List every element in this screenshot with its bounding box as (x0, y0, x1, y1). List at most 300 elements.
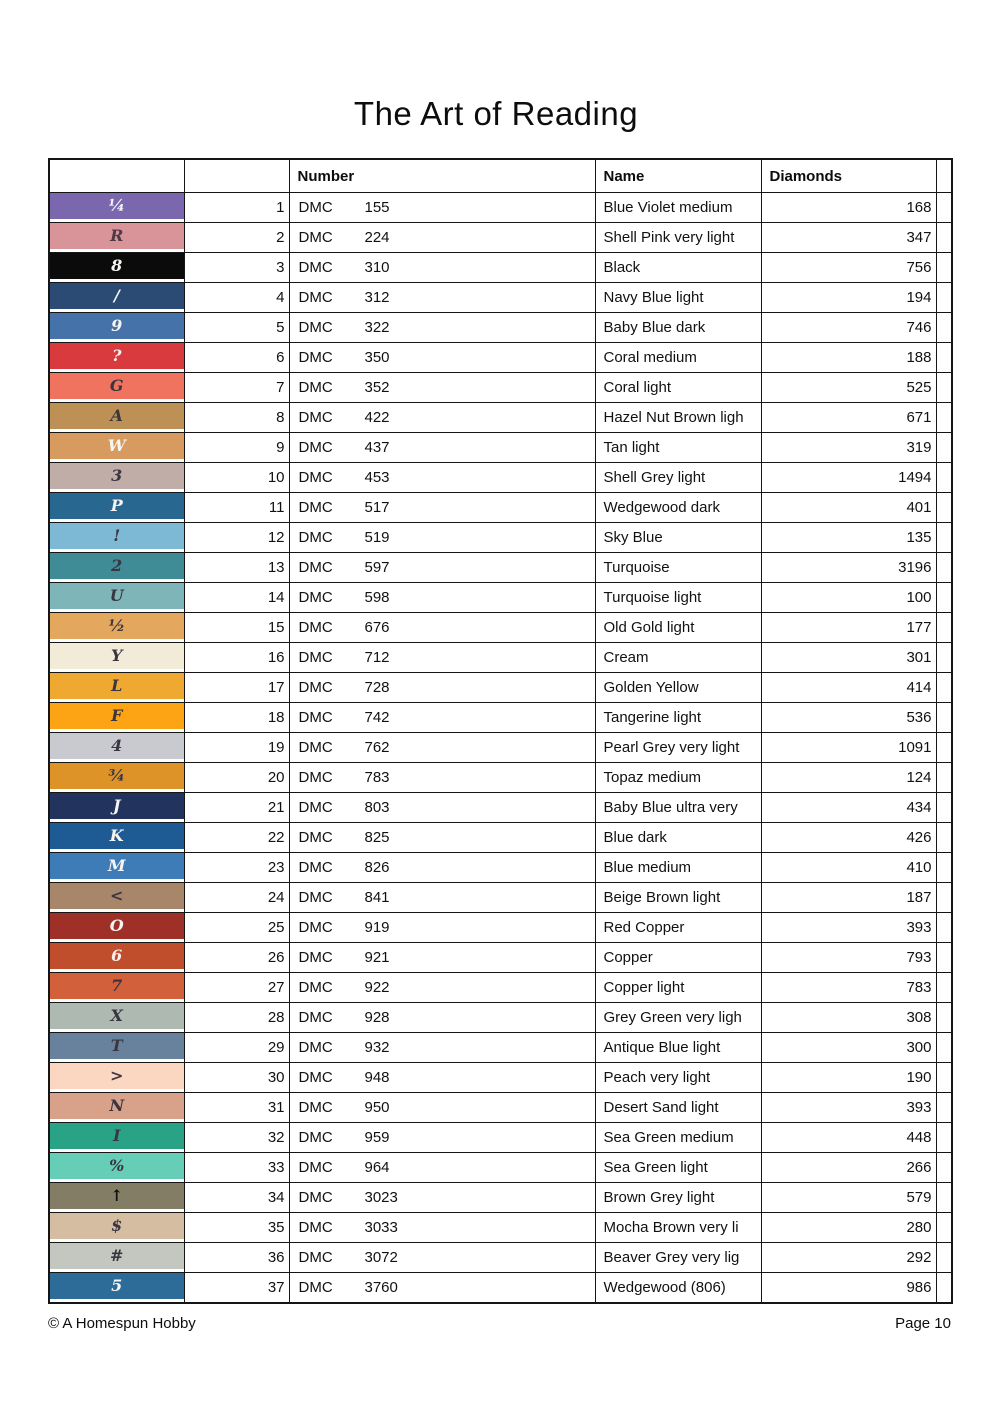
row-index: 7 (184, 372, 289, 402)
stitch-symbol: 8 (111, 255, 123, 275)
color-name: Blue dark (595, 822, 761, 852)
end-cell (936, 1122, 952, 1152)
color-name: Wedgewood dark (595, 492, 761, 522)
color-swatch (50, 1093, 184, 1119)
color-name: Black (595, 252, 761, 282)
color-name: Peach very light (595, 1062, 761, 1092)
end-cell (936, 642, 952, 672)
stitch-symbol: ↑ (110, 1185, 124, 1205)
end-cell (936, 762, 952, 792)
end-cell (936, 912, 952, 942)
dmc-number-cell (289, 792, 595, 822)
color-swatch (50, 883, 184, 909)
stitch-symbol: 4 (111, 735, 123, 755)
row-index: 15 (184, 612, 289, 642)
dmc-number-cell (289, 1152, 595, 1182)
stitch-symbol: K (109, 825, 124, 845)
diamond-count: 190 (761, 1062, 936, 1092)
dmc-number-cell (289, 582, 595, 612)
row-index: 11 (184, 492, 289, 522)
row-index: 12 (184, 522, 289, 552)
brand-label: DMC (298, 678, 333, 696)
table-row (49, 1122, 952, 1152)
color-swatch-cell (49, 192, 184, 222)
dmc-number-cell (289, 1092, 595, 1122)
stitch-symbol: M (107, 855, 126, 875)
color-swatch-cell (49, 552, 184, 582)
color-name: Golden Yellow (595, 672, 761, 702)
brand-label: DMC (298, 1008, 333, 1026)
dmc-number-cell (289, 492, 595, 522)
dmc-code: 922 (364, 978, 390, 996)
stitch-symbol: N (109, 1095, 125, 1115)
stitch-symbol: A (110, 405, 123, 425)
row-index: 23 (184, 852, 289, 882)
end-cell (936, 942, 952, 972)
color-name: Navy Blue light (595, 282, 761, 312)
end-cell (936, 612, 952, 642)
color-name: Tan light (595, 432, 761, 462)
table-row (49, 552, 952, 582)
dmc-number-cell (289, 1002, 595, 1032)
stitch-symbol: > (110, 1065, 124, 1085)
diamond-count: 579 (761, 1182, 936, 1212)
table-row (49, 942, 952, 972)
diamond-count: 135 (761, 522, 936, 552)
stitch-symbol: U (109, 585, 124, 605)
table-row (49, 582, 952, 612)
color-name: Pearl Grey very light (595, 732, 761, 762)
color-swatch (50, 223, 184, 249)
dmc-number-cell (289, 702, 595, 732)
row-index: 27 (184, 972, 289, 1002)
color-swatch (50, 643, 184, 669)
row-index: 29 (184, 1032, 289, 1062)
color-swatch-cell (49, 312, 184, 342)
dmc-code: 964 (364, 1158, 390, 1176)
color-swatch (50, 433, 184, 459)
stitch-symbol: 2 (111, 555, 123, 575)
brand-label: DMC (298, 708, 333, 726)
end-cell (936, 522, 952, 552)
dmc-number-cell (289, 672, 595, 702)
brand-label: DMC (298, 1278, 333, 1296)
color-swatch-cell (49, 582, 184, 612)
color-swatch (50, 823, 184, 849)
dmc-code: 3760 (364, 1278, 398, 1296)
end-cell (936, 1272, 952, 1303)
color-swatch-cell (49, 1272, 184, 1303)
color-swatch-cell (49, 642, 184, 672)
brand-label: DMC (298, 348, 333, 366)
row-index: 34 (184, 1182, 289, 1212)
color-name: Copper light (595, 972, 761, 1002)
color-swatch (50, 673, 184, 699)
dmc-number-cell (289, 972, 595, 1002)
stitch-symbol: T (110, 1035, 123, 1055)
row-index: 2 (184, 222, 289, 252)
row-index: 24 (184, 882, 289, 912)
color-swatch (50, 973, 184, 999)
brand-label: DMC (298, 858, 333, 876)
table-row (49, 852, 952, 882)
stitch-symbol: F (111, 705, 123, 725)
color-name: Shell Pink very light (595, 222, 761, 252)
dmc-number-cell (289, 1182, 595, 1212)
row-index: 28 (184, 1002, 289, 1032)
table-row (49, 612, 952, 642)
table-row (49, 672, 952, 702)
brand-label: DMC (298, 408, 333, 426)
dmc-number-cell (289, 762, 595, 792)
end-cell (936, 1212, 952, 1242)
table-row (49, 312, 952, 342)
dmc-code: 224 (364, 228, 390, 246)
brand-label: DMC (298, 258, 333, 276)
brand-label: DMC (298, 228, 333, 246)
dmc-code: 825 (364, 828, 390, 846)
stitch-symbol: Y (111, 645, 123, 665)
brand-label: DMC (298, 438, 333, 456)
stitch-symbol: P (110, 495, 123, 515)
row-index: 16 (184, 642, 289, 672)
table-row (49, 1212, 952, 1242)
color-swatch-cell (49, 432, 184, 462)
end-cell (936, 972, 952, 1002)
color-swatch-cell (49, 912, 184, 942)
color-name: Turquoise light (595, 582, 761, 612)
color-swatch (50, 1273, 184, 1299)
diamond-count: 168 (761, 192, 936, 222)
brand-label: DMC (298, 1248, 333, 1266)
diamond-count: 401 (761, 492, 936, 522)
color-swatch (50, 913, 184, 939)
dmc-number-cell (289, 1242, 595, 1272)
dmc-number-cell (289, 1122, 595, 1152)
color-swatch-cell (49, 672, 184, 702)
color-swatch (50, 373, 184, 399)
row-index: 19 (184, 732, 289, 762)
diamond-count: 414 (761, 672, 936, 702)
diamond-count: 393 (761, 1092, 936, 1122)
dmc-number-cell (289, 552, 595, 582)
header-name: Name (595, 159, 761, 192)
dmc-code: 783 (364, 768, 390, 786)
table-row (49, 732, 952, 762)
end-cell (936, 342, 952, 372)
dmc-code: 310 (364, 258, 390, 276)
diamond-count: 986 (761, 1272, 936, 1303)
color-swatch (50, 1243, 184, 1269)
diamond-count: 177 (761, 612, 936, 642)
color-name: Red Copper (595, 912, 761, 942)
color-name: Sea Green light (595, 1152, 761, 1182)
dmc-number-cell (289, 612, 595, 642)
color-name: Beaver Grey very lig (595, 1242, 761, 1272)
stitch-symbol: ? (112, 345, 122, 365)
end-cell (936, 822, 952, 852)
color-swatch (50, 1003, 184, 1029)
table-row (49, 1062, 952, 1092)
diamond-count: 292 (761, 1242, 936, 1272)
stitch-symbol: / (113, 285, 120, 305)
color-name: Antique Blue light (595, 1032, 761, 1062)
end-cell (936, 402, 952, 432)
color-swatch-cell (49, 1122, 184, 1152)
dmc-code: 826 (364, 858, 390, 876)
dmc-code: 948 (364, 1068, 390, 1086)
color-swatch-cell (49, 282, 184, 312)
header-row (49, 159, 952, 192)
dmc-number-cell (289, 642, 595, 672)
dmc-code: 312 (364, 288, 390, 306)
color-swatch (50, 403, 184, 429)
table-row (49, 252, 952, 282)
stitch-symbol: R (110, 225, 124, 245)
brand-label: DMC (298, 528, 333, 546)
dmc-number-cell (289, 192, 595, 222)
brand-label: DMC (298, 828, 333, 846)
color-name: Shell Grey light (595, 462, 761, 492)
diamond-count: 188 (761, 342, 936, 372)
row-index: 33 (184, 1152, 289, 1182)
color-name: Baby Blue dark (595, 312, 761, 342)
color-name: Coral light (595, 372, 761, 402)
color-swatch-cell (49, 1152, 184, 1182)
table-row (49, 702, 952, 732)
color-swatch (50, 1153, 184, 1179)
stitch-symbol: ¼ (108, 195, 126, 215)
diamond-count: 124 (761, 762, 936, 792)
dmc-number-cell (289, 732, 595, 762)
brand-label: DMC (298, 948, 333, 966)
color-swatch-cell (49, 942, 184, 972)
table-row (49, 462, 952, 492)
diamond-count: 100 (761, 582, 936, 612)
table-row (49, 1272, 952, 1303)
dmc-code: 155 (364, 198, 390, 216)
color-swatch-cell (49, 522, 184, 552)
dmc-number-cell (289, 822, 595, 852)
row-index: 4 (184, 282, 289, 312)
color-swatch (50, 553, 184, 579)
brand-label: DMC (298, 378, 333, 396)
brand-label: DMC (298, 288, 333, 306)
row-index: 35 (184, 1212, 289, 1242)
color-name: Turquoise (595, 552, 761, 582)
row-index: 5 (184, 312, 289, 342)
diamond-count: 194 (761, 282, 936, 312)
color-swatch-cell (49, 612, 184, 642)
dmc-code: 3033 (364, 1218, 398, 1236)
dmc-code: 3072 (364, 1248, 398, 1266)
color-name: Mocha Brown very li (595, 1212, 761, 1242)
dmc-number-cell (289, 312, 595, 342)
end-cell (936, 492, 952, 522)
color-swatch-cell (49, 822, 184, 852)
row-index: 32 (184, 1122, 289, 1152)
table-row (49, 432, 952, 462)
end-cell (936, 1032, 952, 1062)
row-index: 31 (184, 1092, 289, 1122)
diamond-count: 300 (761, 1032, 936, 1062)
brand-label: DMC (298, 1188, 333, 1206)
table-row (49, 1032, 952, 1062)
diamond-count: 426 (761, 822, 936, 852)
end-cell (936, 1092, 952, 1122)
dmc-number-cell (289, 912, 595, 942)
color-swatch-cell (49, 882, 184, 912)
table-row (49, 792, 952, 822)
dmc-code: 517 (364, 498, 390, 516)
color-name: Old Gold light (595, 612, 761, 642)
color-name: Wedgewood (806) (595, 1272, 761, 1303)
dmc-code: 350 (364, 348, 390, 366)
row-index: 22 (184, 822, 289, 852)
color-swatch (50, 253, 184, 279)
brand-label: DMC (298, 1158, 333, 1176)
stitch-symbol: I (113, 1125, 121, 1145)
dmc-number-cell (289, 432, 595, 462)
end-cell (936, 312, 952, 342)
diamond-count: 280 (761, 1212, 936, 1242)
dmc-code: 728 (364, 678, 390, 696)
color-name: Copper (595, 942, 761, 972)
end-cell (936, 882, 952, 912)
stitch-symbol: ! (113, 525, 121, 545)
color-swatch-cell (49, 972, 184, 1002)
dmc-code: 437 (364, 438, 390, 456)
dmc-number-cell (289, 372, 595, 402)
stitch-symbol: J (112, 795, 121, 815)
brand-label: DMC (298, 738, 333, 756)
table-row (49, 402, 952, 432)
brand-label: DMC (298, 888, 333, 906)
color-swatch (50, 1183, 184, 1209)
row-index: 10 (184, 462, 289, 492)
end-cell (936, 852, 952, 882)
color-name: Beige Brown light (595, 882, 761, 912)
color-swatch (50, 193, 184, 219)
table-row (49, 1002, 952, 1032)
color-swatch (50, 853, 184, 879)
dmc-code: 950 (364, 1098, 390, 1116)
table-row (49, 972, 952, 1002)
dmc-number-cell (289, 222, 595, 252)
table-row (49, 1092, 952, 1122)
diamond-count: 525 (761, 372, 936, 402)
dmc-number-cell (289, 1062, 595, 1092)
table-row (49, 1242, 952, 1272)
stitch-symbol: 6 (111, 945, 123, 965)
table-row (49, 762, 952, 792)
dmc-code: 928 (364, 1008, 390, 1026)
diamond-count: 308 (761, 1002, 936, 1032)
stitch-symbol: G (109, 375, 124, 395)
brand-label: DMC (298, 768, 333, 786)
color-name: Topaz medium (595, 762, 761, 792)
color-swatch (50, 583, 184, 609)
row-index: 21 (184, 792, 289, 822)
dmc-number-cell (289, 522, 595, 552)
stitch-symbol: X (110, 1005, 123, 1025)
color-swatch-cell (49, 402, 184, 432)
end-cell (936, 552, 952, 582)
diamond-count: 301 (761, 642, 936, 672)
diamond-count: 266 (761, 1152, 936, 1182)
row-index: 37 (184, 1272, 289, 1303)
page-number: Page 10 (895, 1314, 951, 1332)
table-row (49, 342, 952, 372)
color-swatch (50, 793, 184, 819)
header-number: Number (289, 159, 595, 192)
color-swatch-cell (49, 762, 184, 792)
brand-label: DMC (298, 1128, 333, 1146)
dmc-code: 3023 (364, 1188, 398, 1206)
dmc-code: 422 (364, 408, 390, 426)
dmc-code: 597 (364, 558, 390, 576)
dmc-code: 352 (364, 378, 390, 396)
end-cell (936, 1002, 952, 1032)
color-swatch-cell (49, 852, 184, 882)
stitch-symbol: 9 (111, 315, 123, 335)
end-cell (936, 1152, 952, 1182)
end-cell (936, 792, 952, 822)
table-row (49, 282, 952, 312)
color-swatch-cell (49, 1032, 184, 1062)
dmc-number-cell (289, 342, 595, 372)
color-swatch-cell (49, 252, 184, 282)
dmc-code: 932 (364, 1038, 390, 1056)
row-index: 26 (184, 942, 289, 972)
color-legend-table (48, 158, 953, 1304)
diamond-count: 410 (761, 852, 936, 882)
brand-label: DMC (298, 1218, 333, 1236)
dmc-code: 921 (364, 948, 390, 966)
header-end (936, 159, 952, 192)
brand-label: DMC (298, 978, 333, 996)
dmc-number-cell (289, 462, 595, 492)
row-index: 36 (184, 1242, 289, 1272)
color-name: Blue Violet medium (595, 192, 761, 222)
header-symbol (49, 159, 184, 192)
stitch-symbol: 3 (111, 465, 123, 485)
dmc-code: 598 (364, 588, 390, 606)
color-swatch (50, 313, 184, 339)
stitch-symbol: ¾ (108, 765, 126, 785)
color-swatch-cell (49, 372, 184, 402)
color-swatch (50, 283, 184, 309)
dmc-code: 803 (364, 798, 390, 816)
end-cell (936, 192, 952, 222)
dmc-number-cell (289, 252, 595, 282)
dmc-number-cell (289, 1272, 595, 1303)
stitch-symbol: < (110, 885, 124, 905)
stitch-symbol: ½ (108, 615, 126, 635)
color-swatch-cell (49, 702, 184, 732)
dmc-code: 712 (364, 648, 390, 666)
color-name: Grey Green very ligh (595, 1002, 761, 1032)
color-swatch (50, 613, 184, 639)
brand-label: DMC (298, 198, 333, 216)
color-name: Blue medium (595, 852, 761, 882)
dmc-number-cell (289, 882, 595, 912)
end-cell (936, 672, 952, 702)
brand-label: DMC (298, 1038, 333, 1056)
brand-label: DMC (298, 798, 333, 816)
diamond-count: 793 (761, 942, 936, 972)
color-name: Tangerine light (595, 702, 761, 732)
